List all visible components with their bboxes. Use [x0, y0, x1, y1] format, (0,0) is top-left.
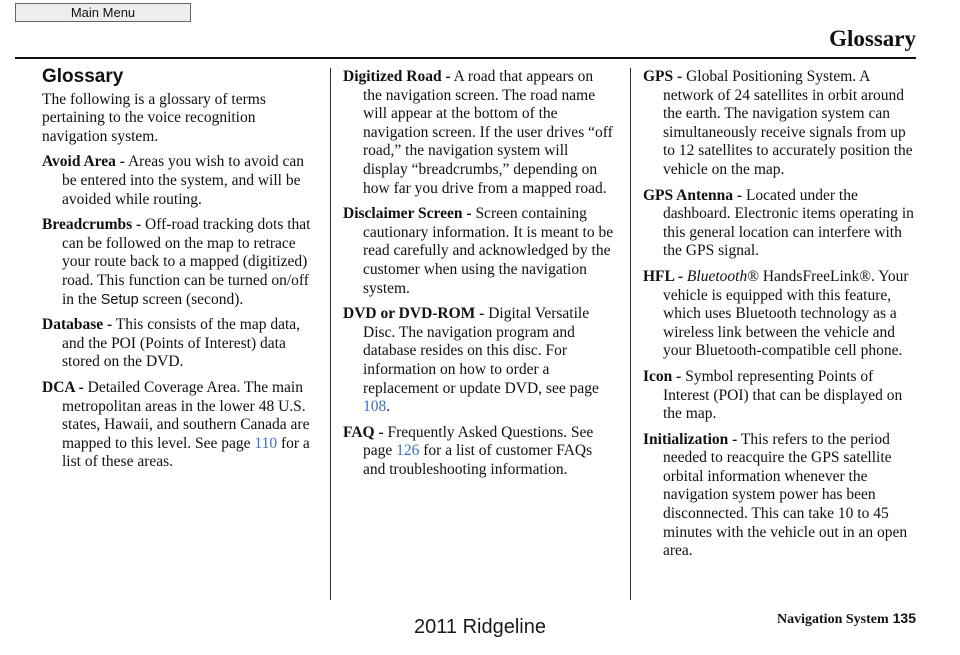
header-divider — [15, 57, 916, 59]
page-link-108[interactable]: 108 — [363, 398, 387, 416]
glossary-entry-icon — [643, 368, 915, 424]
glossary-entry-breadcrumbs — [42, 216, 314, 309]
entry-term: Icon - — [643, 367, 682, 385]
entry-term: Initialization - — [643, 430, 738, 448]
column-2 — [343, 68, 615, 486]
entry-definition: Located under the dashboard. Electronic items operating in this general location can interfere with the GPS signal. — [663, 186, 914, 260]
page-number: 135 — [892, 610, 916, 626]
entry-definition: ® HandsFreeLink®. Your vehicle is equipped with this feature, which uses Bluetooth technology as a wireless link between the vehicle and your Bluetooth-compatible cell phone. — [663, 267, 909, 360]
page-link-126[interactable]: 126 — [396, 442, 420, 460]
entry-term: GPS - — [643, 68, 683, 85]
entry-definition: Symbol representing Points of Interest (POI) that can be displayed on the map. — [663, 367, 903, 423]
column-divider-2 — [630, 68, 631, 600]
entry-term: Digitized Road - — [343, 68, 451, 85]
bluetooth-italic: Bluetooth — [686, 267, 748, 285]
entry-definition: Digital Versatile Disc. The navigation program and database resides on this disc. For information on how to order a replacement or update DVD, see page — [363, 305, 599, 397]
glossary-entry-database — [42, 316, 314, 372]
glossary-entry-avoid-area — [42, 153, 314, 209]
entry-term: Breadcrumbs - — [42, 216, 142, 234]
glossary-entry-digitized-road — [343, 68, 615, 198]
entry-term: FAQ - — [343, 423, 384, 441]
entry-definition: Areas you wish to avoid can be entered into the system, and will be avoided while routing. — [62, 153, 305, 208]
column-divider-1 — [330, 68, 331, 600]
entry-definition: Off-road tracking dots that can be followed on the map to retrace your route back to a mapped (digitized) road. This function can be turned on/off in the — [62, 216, 311, 308]
section-heading: Glossary — [42, 66, 124, 87]
entry-definition: Frequently Asked Questions. See page — [363, 423, 594, 460]
entry-definition: Global Positioning System. A network of 24 satellites in orbit around the earth. The navigation system can simultaneously receive signals from up to 12 satellites to accurately position the vehicle on the map. — [663, 68, 913, 178]
setup-screen-label: Setup — [100, 291, 139, 308]
entry-term: Avoid Area - — [42, 153, 125, 171]
glossary-entry-faq — [343, 424, 615, 480]
intro-text: The following is a glossary of terms pertaining to the voice recognition navigation system. — [42, 90, 266, 145]
footer-label: Navigation System — [777, 612, 889, 627]
glossary-entry-gps — [643, 68, 915, 180]
entry-term: HFL - — [643, 267, 684, 285]
glossary-entry-hfl — [643, 268, 915, 361]
column-3 — [643, 68, 915, 568]
entry-definition: A road that appears on the navigation screen. The road name will appear at the bottom of the navigation screen. If the user drives “off road,” the navigation system will display “breadcrumbs,” depending on how far you drive from a mapped road. — [363, 68, 613, 197]
glossary-entry-initialization — [643, 431, 915, 561]
glossary-entry-dvd — [343, 305, 615, 417]
entry-term: DVD or DVD-ROM - — [343, 305, 485, 323]
entry-definition-end: screen (second). — [138, 290, 244, 308]
entry-term: Disclaimer Screen - — [343, 205, 472, 223]
entry-definition: Screen containing cautionary information. It is meant to be read carefully and acknowledged by the customer when using the navigation system. — [363, 205, 614, 297]
page-title: Glossary — [829, 26, 916, 51]
watermark-text: 2011 Ridgeline — [414, 616, 546, 638]
page-link-110[interactable]: 110 — [254, 434, 278, 452]
glossary-entry-disclaimer-screen — [343, 205, 615, 298]
entry-definition: This consists of the map data, and the POI (Points of Interest) data stored on the DVD. — [62, 316, 301, 371]
entry-definition-end: . — [386, 398, 391, 416]
glossary-entry-gps-antenna — [643, 187, 915, 261]
entry-definition-end: for a list of these areas. — [62, 434, 310, 471]
entry-term: DCA - — [42, 378, 84, 396]
glossary-entry-dca — [42, 379, 314, 472]
entry-term: Database - — [42, 316, 113, 334]
entry-definition: Detailed Coverage Area. The main metropolitan areas in the lower 48 U.S. states, Hawaii, and southern Canada are mapped to this level. See page — [62, 378, 310, 452]
column-1 — [42, 68, 314, 479]
entry-term: GPS Antenna - — [643, 186, 743, 204]
entry-definition: This refers to the period needed to reacquire the GPS satellite orbital information whenever the navigation system power has been disconnected. This can take 10 to 45 minutes with the vehicle out in an open area. — [663, 430, 908, 560]
entry-definition-end: for a list of customer FAQs and troubleshooting information. — [363, 442, 593, 478]
main-menu-button[interactable]: Main Menu — [15, 3, 191, 22]
